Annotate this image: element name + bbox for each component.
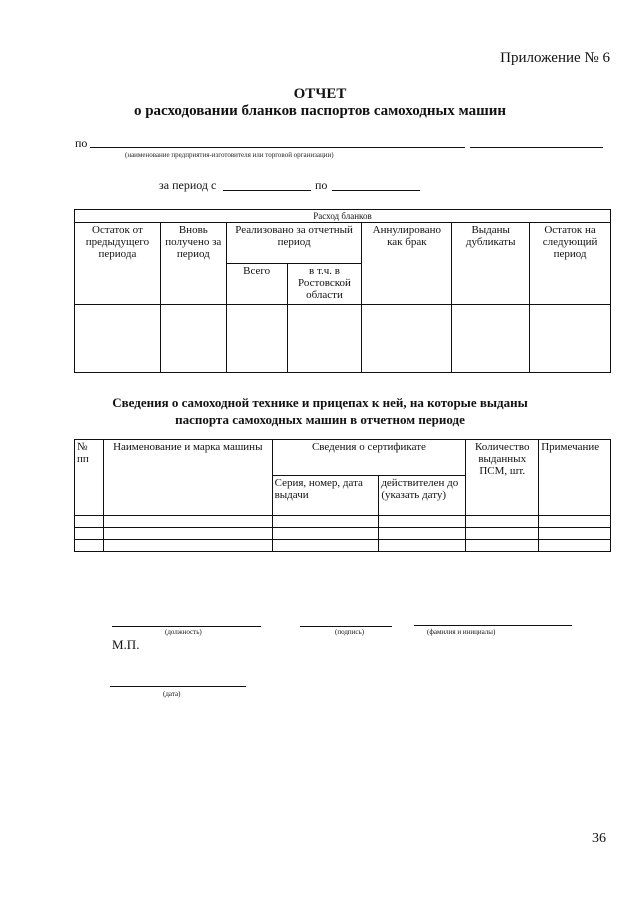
section2-title-line2: паспорта самоходных машин в отчетном периоде — [175, 412, 465, 427]
appendix-label: Приложение № 6 — [500, 50, 610, 66]
col-cert-series: Серия, номер, дата выдачи — [272, 476, 379, 516]
table-cell[interactable] — [379, 516, 466, 528]
page-number: 36 — [592, 831, 606, 846]
section2-title-line1: Сведения о самоходной технике и прицепах к ней, на которые выданы — [112, 395, 528, 410]
organization-line-extra — [470, 147, 603, 148]
table-cell[interactable] — [530, 305, 611, 373]
table-cell[interactable] — [103, 516, 272, 528]
table-cell[interactable] — [75, 305, 161, 373]
table-cell[interactable] — [75, 528, 104, 540]
table-cell[interactable] — [539, 516, 611, 528]
table-cell[interactable] — [379, 540, 466, 552]
col-cert-valid: действителен до (указать дату) — [379, 476, 466, 516]
organization-line — [90, 147, 465, 148]
section2-title — [0, 394, 640, 428]
blanks-usage-table — [74, 209, 611, 373]
col-remainder-prev: Остаток от предыдущего периода — [75, 223, 161, 305]
table-cell[interactable] — [103, 540, 272, 552]
date-caption: (дата) — [163, 690, 181, 698]
table-cell[interactable] — [272, 540, 379, 552]
table-cell[interactable] — [466, 516, 539, 528]
table-cell[interactable] — [539, 528, 611, 540]
table-cell[interactable] — [103, 528, 272, 540]
signature-line — [300, 626, 392, 627]
table-cell[interactable] — [362, 305, 452, 373]
table-cell[interactable] — [452, 305, 530, 373]
organization-caption: (наименование предприятия-изготовителя или торговой организации) — [125, 151, 334, 159]
table-cell[interactable] — [539, 540, 611, 552]
period-from-label: за период с — [159, 178, 217, 192]
position-caption: (должность) — [165, 628, 202, 636]
document-subtitle: о расходовании бланков паспортов самоходных машин — [133, 103, 507, 119]
col-new-received: Вновь получено за период — [160, 223, 226, 305]
col-realized-rostov: в т.ч. в Ростовской области — [287, 264, 362, 305]
stamp-place-label: М.П. — [112, 637, 140, 652]
col-certificate: Сведения о сертификате — [272, 440, 466, 476]
date-line — [110, 686, 246, 687]
table-cell[interactable] — [287, 305, 362, 373]
period-to-label: по — [315, 178, 328, 192]
organization-prefix: по — [75, 136, 88, 150]
col-number: № пп — [75, 440, 104, 516]
col-annulled: Аннулировано как брак — [362, 223, 452, 305]
table-row — [75, 305, 611, 373]
col-realized-total: Всего — [226, 264, 287, 305]
table-row — [75, 528, 611, 540]
table-cell[interactable] — [466, 528, 539, 540]
table-cell[interactable] — [160, 305, 226, 373]
table-cell[interactable] — [226, 305, 287, 373]
table-cell[interactable] — [75, 540, 104, 552]
period-from-line — [223, 190, 311, 191]
document-title: ОТЧЕТ — [293, 86, 347, 102]
table-cell[interactable] — [379, 528, 466, 540]
period-to-line — [332, 190, 420, 191]
col-remainder-next: Остаток на следующий период — [530, 223, 611, 305]
table-cell[interactable] — [272, 528, 379, 540]
table-row — [75, 540, 611, 552]
col-quantity: Количество выданных ПСМ, шт. — [466, 440, 539, 516]
col-note: Примечание — [539, 440, 611, 516]
expense-group-header: Расход бланков — [75, 210, 611, 223]
machines-table — [74, 439, 611, 552]
col-machine-name: Наименование и марка машины — [103, 440, 272, 516]
signature-caption: (подпись) — [335, 628, 365, 636]
table-cell[interactable] — [75, 516, 104, 528]
name-line — [414, 625, 572, 626]
col-realized: Реализовано за отчетный период — [226, 223, 362, 264]
name-caption: (фамилия и инициалы) — [427, 628, 496, 636]
position-line — [112, 626, 261, 627]
table-cell[interactable] — [272, 516, 379, 528]
table-cell[interactable] — [466, 540, 539, 552]
col-duplicates: Выданы дубликаты — [452, 223, 530, 305]
table-row — [75, 516, 611, 528]
